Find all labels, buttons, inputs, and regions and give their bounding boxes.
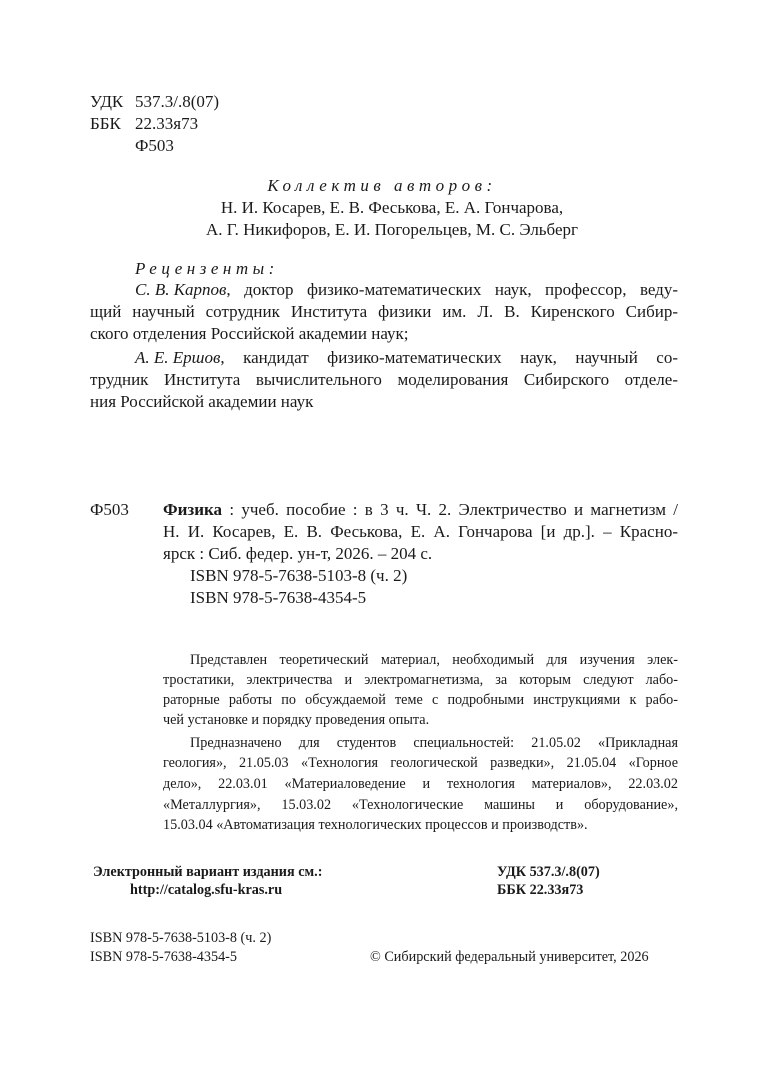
reviewer-1-line-3: ского отделения Российской академии наук;: [90, 324, 409, 343]
authors-line-1: Н. И. Косарев, Е. В. Феськова, Е. А. Гончарова,: [220, 198, 564, 217]
bib-line-2: Н. И. Косарев, Е. В. Феськова, Е. А. Гончарова [и др.]. – Красно-: [163, 522, 678, 541]
footer-udk: УДК 537.3/.8(07): [497, 864, 600, 880]
bib-line-1: [163, 500, 678, 520]
reviewers-heading: Рецензенты:: [135, 259, 279, 278]
authors-heading: Коллектив авторов:: [267, 176, 497, 195]
footer-bbk: ББК 22.33я73: [497, 882, 584, 898]
abstract-p2-line-2: геология», 21.05.03 «Технология геологической разведки», 21.05.04 «Горное: [163, 755, 678, 771]
abstract-p2-line-4: «Металлургия», 15.03.02 «Технологические машины и оборудование»,: [163, 797, 678, 813]
reviewer-2-name: А. Е. Ершов: [135, 348, 221, 367]
reviewer-1-line-2: щий научный сотрудник Института физики им. Л. В. Киренского Сибир-: [90, 302, 678, 321]
reviewer-1-text: , доктор физико-математических наук, профессор, веду-: [226, 280, 678, 299]
bib-title: Физика: [163, 500, 223, 519]
abstract-p2-line-1: Предназначено для студентов специальностей: 21.05.02 «Прикладная: [190, 735, 678, 751]
bbk-label: ББК: [90, 114, 121, 133]
bib-mark: Ф503: [90, 500, 129, 519]
abstract-p1-line-4: чей установке и порядку проведения опыта.: [163, 712, 430, 728]
abstract-p1-line-1: Представлен теоретический материал, необходимый для изучения элек-: [190, 652, 678, 668]
abstract-p1-line-3: раторные работы по обсуждаемой теме с подробными инструкциями к рабо-: [163, 692, 678, 708]
reviewer-1-name: С. В. Карпов: [135, 280, 227, 299]
reviewer-1-line-1: [135, 280, 678, 300]
bib-text: : учеб. пособие : в 3 ч. Ч. 2. Электричество и магнетизм /: [222, 500, 678, 519]
electronic-version-label: Электронный вариант издания см.:: [93, 864, 323, 880]
author-mark: Ф503: [135, 136, 174, 155]
reviewer-2-line-2: трудник Института вычислительного моделирования Сибирского отделе-: [90, 370, 678, 389]
copyright: © Сибирский федеральный университет, 2026: [370, 949, 649, 965]
footer-isbn-2: ISBN 978-5-7638-4354-5: [90, 949, 237, 965]
udk-label: УДК: [90, 92, 124, 111]
catalog-url[interactable]: http://catalog.sfu-kras.ru: [130, 882, 283, 898]
authors-line-2: А. Г. Никифоров, Е. И. Погорельцев, М. С. Эльберг: [205, 220, 579, 239]
bib-isbn-2: ISBN 978-5-7638-4354-5: [190, 588, 367, 607]
reviewer-2-text: , кандидат физико-математических наук, научный со-: [220, 348, 678, 367]
reviewer-2-line-1: [135, 348, 678, 368]
bib-isbn-1: ISBN 978-5-7638-5103-8 (ч. 2): [190, 566, 408, 585]
udk-value: 537.3/.8(07): [135, 92, 220, 111]
reviewer-2-line-3: ния Российской академии наук: [90, 392, 314, 411]
abstract-p2-line-5: 15.03.04 «Автоматизация технологических процессов и производств».: [163, 817, 588, 833]
abstract-p1-line-2: тростатики, электричества и электромагнетизма, за которым следуют лабо-: [163, 672, 678, 688]
footer-isbn-1: ISBN 978-5-7638-5103-8 (ч. 2): [90, 930, 272, 946]
bbk-value: 22.33я73: [135, 114, 199, 133]
bib-line-3: ярск : Сиб. федер. ун-т, 2026. – 204 с.: [163, 544, 433, 563]
abstract-p2-line-3: дело», 22.03.01 «Материаловедение и технология материалов», 22.03.02: [163, 776, 678, 792]
